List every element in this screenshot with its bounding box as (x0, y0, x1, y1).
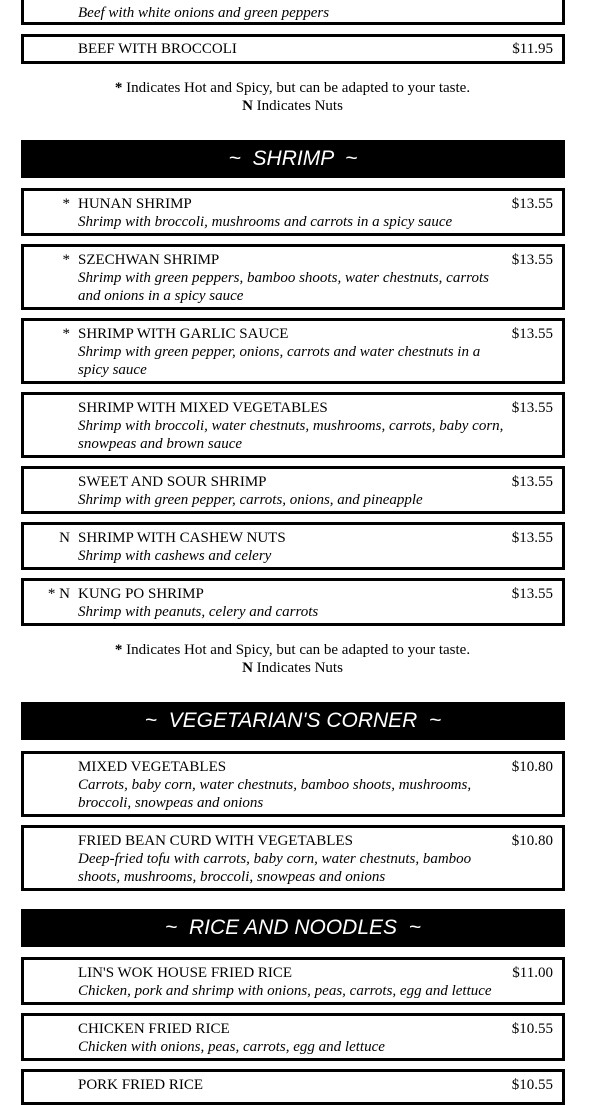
item-price: $13.55 (511, 196, 553, 212)
item-price: $13.55 (511, 326, 553, 342)
item-marker: * N (47, 586, 70, 602)
menu-item-pork-fried-rice (21, 1069, 565, 1105)
legend-hot (0, 79, 585, 97)
item-price: $13.55 (511, 474, 553, 490)
nuts-symbol: N (242, 660, 253, 676)
item-name: SHRIMP WITH CASHEW NUTS (78, 530, 286, 546)
item-name: CHICKEN FRIED RICE (78, 1021, 230, 1037)
item-price: $10.80 (511, 759, 553, 775)
item-description: Carrots, baby corn, water chestnuts, bamboo shoots, mushrooms, broccoli, snowpeas and onions (78, 777, 472, 811)
item-price: $13.55 (511, 252, 553, 268)
item-price: $13.55 (511, 400, 553, 416)
hot-text: Indicates Hot and Spicy, but can be adapted to your taste. (122, 642, 471, 658)
item-name: KUNG PO SHRIMP (78, 586, 204, 602)
menu-item-chicken-fried-rice (21, 1013, 565, 1061)
item-name: MIXED VEGETABLES (78, 759, 227, 775)
item-description: Shrimp with broccoli, water chestnuts, mushrooms, carrots, baby corn, snowpeas and brown sauce (78, 418, 504, 452)
item-description: Shrimp with cashews and celery (78, 548, 272, 564)
menu-item-partial-top (21, 0, 565, 25)
menu-item-shrimp-mixed-vegetables (21, 392, 565, 458)
item-description: Shrimp with green pepper, onions, carrots and water chestnuts in a spicy sauce (78, 344, 481, 378)
nuts-symbol: N (242, 98, 253, 114)
section-header-vegetarian: ~ VEGETARIAN'S CORNER ~ (21, 702, 565, 740)
item-description: Shrimp with green peppers, bamboo shoots, water chestnuts, carrots and onions in a spicy sauce (78, 270, 489, 304)
item-marker: * (62, 252, 70, 268)
section-header-rice-noodles: ~ RICE AND NOODLES ~ (21, 909, 565, 947)
item-name: HUNAN SHRIMP (78, 196, 192, 212)
item-name: SZECHWAN SHRIMP (78, 252, 220, 268)
item-price: $11.95 (512, 41, 553, 57)
nuts-text: Indicates Nuts (252, 660, 343, 676)
section-header-shrimp: ~ SHRIMP ~ (21, 140, 565, 178)
hot-symbol: * (114, 642, 123, 658)
menu-item-szechwan-shrimp (21, 244, 565, 310)
item-price: $10.55 (511, 1077, 553, 1093)
item-description: Shrimp with green pepper, carrots, onions, and pineapple (78, 492, 423, 508)
hot-text: Indicates Hot and Spicy, but can be adapted to your taste. (122, 80, 471, 96)
item-description: Shrimp with peanuts, celery and carrots (78, 604, 319, 620)
item-description: Beef with white onions and green peppers (78, 5, 330, 21)
menu-item-shrimp-garlic-sauce (21, 318, 565, 384)
item-price: $10.80 (511, 833, 553, 849)
menu-item-mixed-vegetables (21, 751, 565, 817)
menu-item-beef-broccoli (21, 34, 565, 64)
item-price: $11.00 (512, 965, 553, 981)
item-price: $13.55 (511, 586, 553, 602)
item-marker: N (59, 530, 70, 546)
nuts-text: Indicates Nuts (252, 98, 343, 114)
item-name: FRIED BEAN CURD WITH VEGETABLES (78, 833, 353, 849)
item-name: PORK FRIED RICE (78, 1077, 204, 1093)
menu-item-hunan-shrimp (21, 188, 565, 236)
item-name: SHRIMP WITH MIXED VEGETABLES (78, 400, 328, 416)
menu-item-shrimp-cashew-nuts (21, 522, 565, 570)
hot-symbol: * (114, 80, 123, 96)
legend-hot (0, 641, 585, 659)
item-price: $13.55 (511, 530, 553, 546)
item-name: SWEET AND SOUR SHRIMP (78, 474, 267, 490)
legend-nuts (0, 659, 585, 677)
item-description: Chicken, pork and shrimp with onions, peas, carrots, egg and lettuce (78, 983, 492, 999)
item-marker: * (62, 196, 70, 212)
item-name: BEEF WITH BROCCOLI (78, 41, 237, 57)
item-description: Deep-fried tofu with carrots, baby corn, water chestnuts, bamboo shoots, mushrooms, broccoli, snowpeas and onions (78, 851, 472, 885)
item-name: LIN'S WOK HOUSE FRIED RICE (78, 965, 293, 981)
item-price: $10.55 (511, 1021, 553, 1037)
item-marker: * (62, 326, 70, 342)
menu-item-lins-wok-fried-rice (21, 957, 565, 1005)
item-description: Chicken with onions, peas, carrots, egg and lettuce (78, 1039, 385, 1055)
menu-item-kung-po-shrimp (21, 578, 565, 626)
legend-nuts (0, 97, 585, 115)
menu-item-fried-bean-curd (21, 825, 565, 891)
item-description: Shrimp with broccoli, mushrooms and carrots in a spicy sauce (78, 214, 453, 230)
item-name: SHRIMP WITH GARLIC SAUCE (78, 326, 289, 342)
menu-item-sweet-sour-shrimp (21, 466, 565, 514)
